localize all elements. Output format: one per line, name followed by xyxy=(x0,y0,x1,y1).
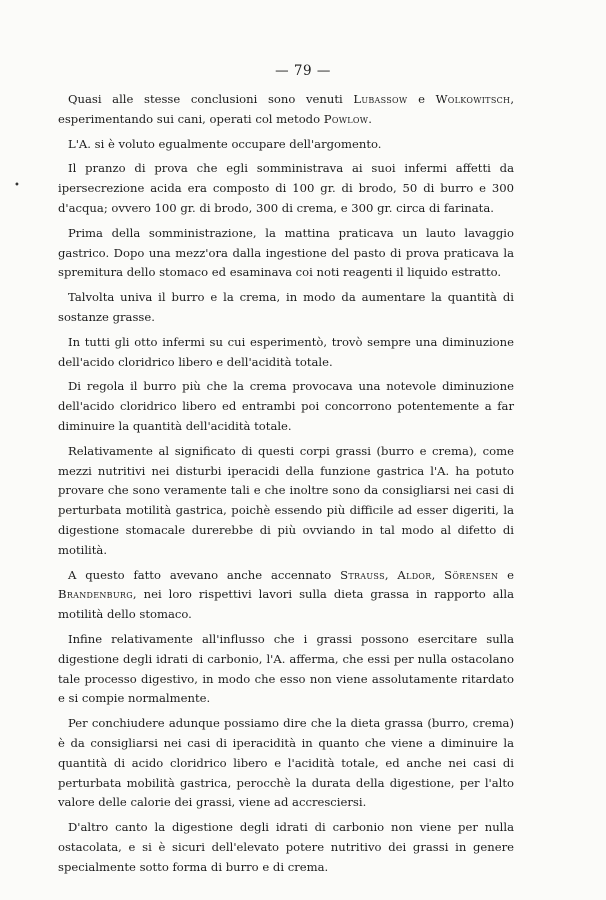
text-segment: Relativamente al significato di questi corpi grassi (burro e crema), come mezzi nutritivi nei disturbi iperacidi della funzione gastrica l'A. ha potuto provare che sono veramente tali e che inoltre sono da consigliarsi nei casi di perturbata motilità gastrica, poichè essendo più difficile ad esser digeriti, la digestione stomacale durerebbe di più ovviando in tal modo al difetto di motilità. xyxy=(58,443,514,557)
paragraph-p4 xyxy=(58,224,514,283)
paragraph-p11 xyxy=(58,714,514,813)
author-name: Wolkowitsch xyxy=(435,92,511,106)
author-name: Lubassow xyxy=(353,92,408,106)
paragraph-p8 xyxy=(58,442,514,561)
body-text xyxy=(58,90,514,882)
page-number: — 79 — xyxy=(275,63,331,79)
text-segment: Per conchiudere adunque possiamo dire che la dieta grassa (burro, crema) è da consigliarsi nei casi di iperacidità in quanto che viene a diminuire la quantità di acido cloridrico libero e l'acidità totale, ed anche nei casi di perturbata mobilità gastrica, perocchè la durata della digestione, per l'alto valore delle calorie dei grassi, viene ad accresciersi. xyxy=(58,716,514,810)
paragraph-p10 xyxy=(58,630,514,709)
paragraph-p6 xyxy=(58,333,514,373)
paragraph-p9 xyxy=(58,566,514,625)
paragraph-p2 xyxy=(58,135,514,155)
text-segment: A questo fatto avevano anche accennato xyxy=(68,567,341,582)
text-segment: D'altro canto la digestione degli idrati di carbonio non viene per nulla ostacolata, e si è sicuri dell'elevato potere nutritivo dei grassi in genere specialmente sotto forma di burro e di crema. xyxy=(58,820,514,874)
paragraph-p3 xyxy=(58,159,514,218)
author-name: Brandenburg xyxy=(58,587,133,602)
text-segment: Quasi alle stesse conclusioni sono venuti xyxy=(68,92,354,106)
text-segment: . xyxy=(368,111,372,126)
margin-mark: • xyxy=(14,180,20,191)
paragraph-p7 xyxy=(58,377,514,436)
text-segment: , esperimentando sui cani, operati col metodo xyxy=(58,92,514,126)
text-segment: Il pranzo di prova che egli somministrava ai suoi infermi affetti da ipersecrezione acida era composto di 100 gr. di brodo, 50 di burro e 300 d'acqua; ovvero 100 gr. di brodo, 300 di crema, e 300 gr. circa di farinata. xyxy=(58,161,514,215)
paragraph-p12 xyxy=(58,818,514,877)
text-segment: Di regola il burro più che la crema provocava una notevole diminuzione dell'acido cloridrico libero ed entrambi poi concorrono potentemente a far diminuire la quantità dell'acidità totale. xyxy=(58,379,514,433)
paragraph-p1 xyxy=(58,90,514,130)
text-segment: , xyxy=(431,567,445,582)
author-name: Aldor xyxy=(397,567,432,582)
text-segment: Talvolta univa il burro e la crema, in modo da aumentare la quantità di sostanze grasse. xyxy=(58,290,514,324)
text-segment: , xyxy=(384,567,398,582)
author-name: Strauss xyxy=(340,567,385,582)
text-segment: e xyxy=(407,92,436,106)
author-name: Powlow xyxy=(323,111,369,126)
text-segment: Prima della somministrazione, la mattina praticava un lauto lavaggio gastrico. Dopo una mezz'ora dalla ingestione del pasto di prova praticava la spremitura dello stomaco ed esaminava coi noti reagenti il liquido estratto. xyxy=(58,225,514,280)
text-segment: , nei loro rispettivi lavori sulla dieta grassa in rapporto alla motilità dello stomaco. xyxy=(58,587,514,622)
text-segment: In tutti gli otto infermi su cui esperimentò, trovò sempre una diminuzione dell'acido cloridrico libero e dell'acidità totale. xyxy=(58,334,514,369)
author-name: Sörensen xyxy=(444,567,499,582)
text-segment: Infine relativamente all'influsso che i grassi possono esercitare sulla digestione degli idrati di carbonio, l'A. afferma, che essi per nulla ostacolano tale processo digestivo, in modo che esso non viene assolutamente ritardato e si compie normalmente. xyxy=(58,631,514,706)
text-segment: e xyxy=(498,567,514,582)
text-segment: L'A. si è voluto egualmente occupare dell'argomento. xyxy=(68,136,382,151)
paragraph-p5 xyxy=(58,288,514,328)
